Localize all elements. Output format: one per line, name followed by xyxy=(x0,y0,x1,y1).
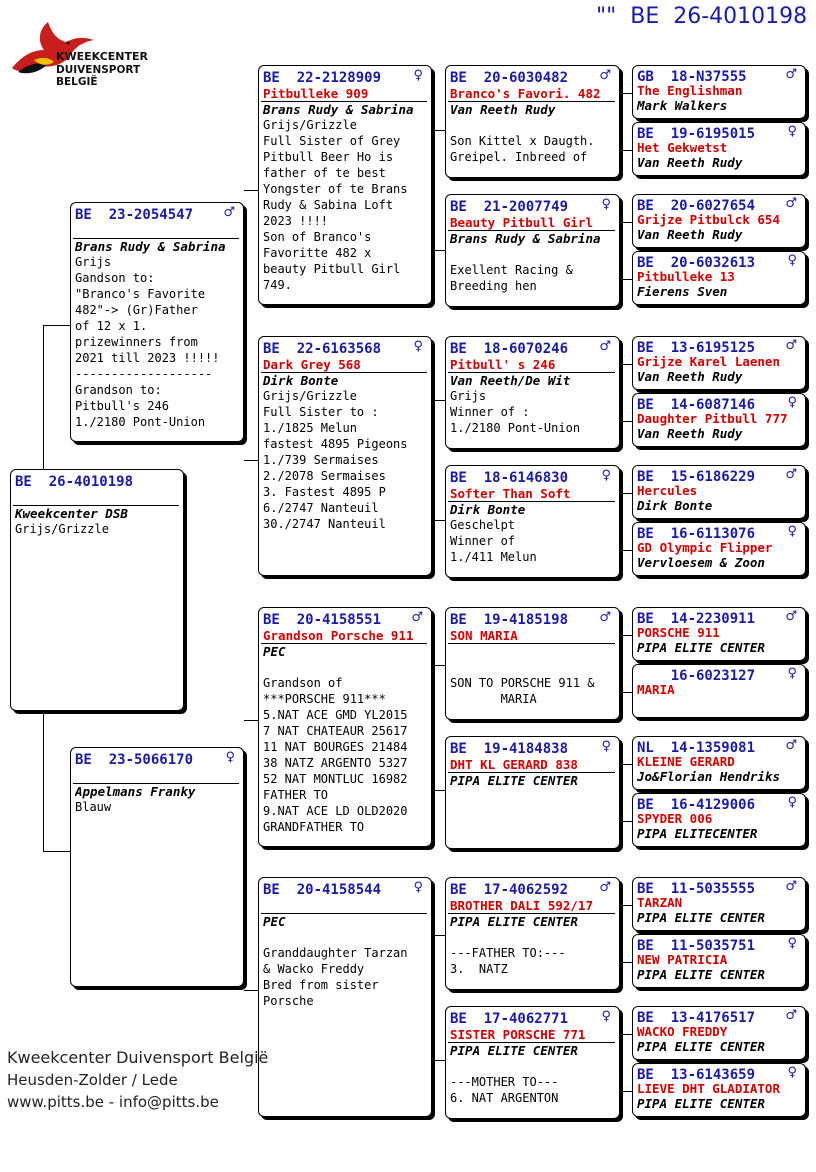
connector xyxy=(620,635,632,636)
pigeon-notes: Grijs/Grizzle Full Sister of Grey Pitbull Beer Ho is father of te best Yongster of te Brans Rudy & Sabina Loft 2023 !!!! Son of Branco's Favoritte 482 x beauty Pitbull Girl 749. xyxy=(263,118,408,292)
connector xyxy=(432,520,445,521)
owner: Appelmans Franky xyxy=(75,784,196,799)
pigeon-name: Daughter Pitbull 777 xyxy=(637,412,788,426)
ring-number: BE 11-5035555 xyxy=(637,881,756,897)
footer-company: Kweekcenter Duivensport België xyxy=(7,1048,269,1067)
pigeon-card-mff[interactable] xyxy=(445,607,620,720)
owner: Dirk Bonte xyxy=(263,373,339,388)
pigeon-name: Pitbull' s 246 xyxy=(450,357,556,372)
ring-number: BE 15-6186229 xyxy=(637,469,756,485)
pigeon-card-g2[interactable] xyxy=(632,122,806,176)
pigeon-card-mf[interactable] xyxy=(258,607,432,847)
pigeon-name xyxy=(263,898,427,913)
sex-symbol: ♀ xyxy=(225,750,235,765)
connector xyxy=(620,1091,632,1092)
footer-contact[interactable]: www.pitts.be - info@pitts.be xyxy=(7,1093,219,1111)
ring-number: BE 19-6195015 xyxy=(637,126,756,142)
sex-symbol: ♀ xyxy=(787,524,797,539)
ring-number: BE 23-2054547 xyxy=(75,207,194,223)
ring-number: BE 23-5066170 xyxy=(75,752,194,768)
pigeon-name: MARIA xyxy=(637,683,675,697)
ring-number: BE 17-4062771 xyxy=(450,1011,569,1027)
owner: PIPA ELITECENTER xyxy=(637,826,758,841)
ring-number: BE 13-4176517 xyxy=(637,1010,756,1026)
pigeon-name: The Englishman xyxy=(637,84,743,98)
pigeon-name: Het Gekwetst xyxy=(637,141,728,155)
pigeon-name: BROTHER DALI 592/17 xyxy=(450,898,593,913)
pigeon-name: LIEVE DHT GLADIATOR xyxy=(637,1082,780,1096)
pigeon-name: Grijze Karel Laenen xyxy=(637,355,780,369)
pigeon-card-mmf[interactable] xyxy=(445,877,620,990)
owner: Van Reeth Rudy xyxy=(637,369,743,384)
connector xyxy=(620,222,632,223)
logo-line-2: DUIVENSPORT BELGIË xyxy=(56,64,141,88)
pigeon-name: NEW PATRICIA xyxy=(637,953,728,967)
connector xyxy=(244,190,258,191)
owner: Van Reeth/De Wit xyxy=(450,373,571,388)
pigeon-card-g16[interactable] xyxy=(632,1063,806,1117)
owner: Vervloesem & Zoon xyxy=(637,555,765,570)
connector xyxy=(620,692,632,693)
pigeon-name xyxy=(15,490,179,505)
owner xyxy=(637,697,801,712)
pigeon-name: Pitbulleke 909 xyxy=(263,86,369,101)
pigeon-card-g4[interactable] xyxy=(632,251,806,305)
pigeon-card-fmm[interactable] xyxy=(445,465,620,578)
owner: PIPA ELITE CENTER xyxy=(637,967,765,982)
connector xyxy=(432,790,445,791)
pigeon-name: Beauty Pitbull Girl xyxy=(450,215,593,230)
owner: Van Reeth Rudy xyxy=(450,102,556,117)
pigeon-card-g7[interactable] xyxy=(632,465,806,519)
pigeon-name: Grijze Pitbulck 654 xyxy=(637,213,780,227)
pigeon-notes: Son Kittel x Daugth. Greipel. Inbreed of xyxy=(450,134,595,164)
pigeon-card-father[interactable] xyxy=(70,202,244,442)
connector xyxy=(432,250,445,251)
connector xyxy=(244,720,258,721)
sex-symbol: ♂ xyxy=(785,609,797,624)
connector xyxy=(620,821,632,822)
pigeon-notes: Grijs Gandson to: "Branco's Favorite 482"-> (Gr)Father of 12 x 1. prizewinners from 2021 till 2023 !!!!! ------------------- Grandson to: Pitbull's 246 1./2180 Pont-Union xyxy=(75,255,220,429)
pigeon-card-subject[interactable] xyxy=(10,469,184,711)
pigeon-name: GD Olympic Flipper xyxy=(637,541,773,555)
pigeon-card-fm[interactable] xyxy=(258,336,432,576)
pigeon-name: Grandson Porsche 911 xyxy=(263,628,414,643)
connector xyxy=(620,764,632,765)
owner: Brans Rudy & Sabrina xyxy=(263,102,414,117)
ring-number: BE 14-6087146 xyxy=(637,397,756,413)
pigeon-card-mother[interactable] xyxy=(70,747,244,987)
pigeon-name: SON MARIA xyxy=(450,628,518,643)
sex-symbol: ♂ xyxy=(785,879,797,894)
connector xyxy=(43,325,70,326)
pigeon-name: TARZAN xyxy=(637,896,683,910)
footer-location: Heusden-Zolder / Lede xyxy=(7,1071,178,1089)
owner: PIPA ELITE CENTER xyxy=(637,1039,765,1054)
connector xyxy=(43,325,44,470)
pigeon-name: SPYDER 006 xyxy=(637,812,713,826)
sex-symbol: ♂ xyxy=(599,610,611,625)
sex-symbol: ♀ xyxy=(787,795,797,810)
ring-number: BE 13-6143659 xyxy=(637,1067,756,1083)
connector xyxy=(244,990,258,991)
ring-number: BE 21-2007749 xyxy=(450,199,569,215)
sex-symbol: ♀ xyxy=(787,936,797,951)
ring-number: BE 20-4158551 xyxy=(263,612,382,628)
connector xyxy=(620,905,632,906)
sex-symbol: ♀ xyxy=(787,1065,797,1080)
ring-number: GB 18-N37555 xyxy=(637,69,747,85)
pigeon-notes: Geschelpt Winner of 1./411 Melun xyxy=(450,518,537,564)
ring-number: NL 14-1359081 xyxy=(637,740,756,756)
ring-number: BE 20-6027654 xyxy=(637,198,756,214)
sex-symbol: ♀ xyxy=(413,68,423,83)
connector xyxy=(620,1034,632,1035)
pigeon-name: SISTER PORSCHE 771 xyxy=(450,1027,586,1042)
sex-symbol: ♂ xyxy=(785,738,797,753)
owner: Dirk Bonte xyxy=(450,502,526,517)
owner: PEC xyxy=(263,914,286,929)
sex-symbol: ♀ xyxy=(601,468,611,483)
sex-symbol: ♀ xyxy=(787,253,797,268)
ring-number: BE 14-2230911 xyxy=(637,611,756,627)
sex-symbol: ♀ xyxy=(413,339,423,354)
pigeon-name: Pitbulleke 13 xyxy=(637,270,735,284)
pigeon-name: WACKO FREDDY xyxy=(637,1025,728,1039)
pigeon-card-fff[interactable] xyxy=(445,65,620,178)
pigeon-card-ff[interactable] xyxy=(258,65,432,305)
pigeon-card-g9[interactable] xyxy=(632,607,806,661)
ring-number: BE 20-6032613 xyxy=(637,255,756,271)
ring-number: BE 18-6146830 xyxy=(450,470,569,486)
owner: PIPA ELITE CENTER xyxy=(637,640,765,655)
sex-symbol: ♂ xyxy=(785,196,797,211)
sex-symbol: ♂ xyxy=(599,339,611,354)
owner: PIPA ELITE CENTER xyxy=(450,1043,578,1058)
pigeon-card-g6[interactable] xyxy=(632,393,806,447)
owner: Brans Rudy & Sabrina xyxy=(75,239,226,254)
pigeon-name: KLEINE GERARD xyxy=(637,755,735,769)
sex-symbol: ♀ xyxy=(413,880,423,895)
pigeon-card-ffm[interactable] xyxy=(445,194,620,307)
pigeon-card-g11[interactable] xyxy=(632,736,806,790)
pigeon-notes: Exellent Racing & Breeding hen xyxy=(450,263,573,293)
pigeon-notes: Blauw xyxy=(75,800,112,814)
footer xyxy=(7,1047,268,1113)
ring-number: BE 22-2128909 xyxy=(263,70,382,86)
connector xyxy=(432,935,445,936)
pigeon-notes: ---FATHER TO:--- 3. NATZ xyxy=(450,946,566,976)
owner: Mark Walkers xyxy=(637,98,728,113)
pigeon-notes: SON TO PORSCHE 911 & MARIA xyxy=(450,676,595,706)
ring-number: BE 16-6113076 xyxy=(637,526,756,542)
sex-symbol: ♂ xyxy=(785,67,797,82)
owner xyxy=(450,644,615,659)
pigeon-notes: Grijs Winner of : 1./2180 Pont-Union xyxy=(450,389,581,435)
owner: Van Reeth Rudy xyxy=(637,426,743,441)
pigeon-name: Dark Grey 568 xyxy=(263,357,361,372)
pigeon-card-fmf[interactable] xyxy=(445,336,620,449)
connector xyxy=(620,364,632,365)
connector xyxy=(620,962,632,963)
connector xyxy=(620,550,632,551)
logo-line-1: KWEEKCENTER xyxy=(56,50,148,63)
pigeon-card-g8[interactable] xyxy=(632,522,806,576)
ring-number: BE 20-6030482 xyxy=(450,70,569,86)
connector xyxy=(432,400,445,401)
owner: Kweekcenter DSB xyxy=(15,506,128,521)
ring-number: BE 20-4158544 xyxy=(263,882,382,898)
connector xyxy=(620,93,632,94)
pigeon-card-mmm[interactable] xyxy=(445,1006,620,1119)
pigeon-notes: Grijs/Grizzle Full Sister to : 1./1825 Melun fastest 4895 Pigeons 1./739 Sermaises 2./2078 Sermaises 3. Fastest 4895 P 6./2747 Nanteuil 30./2747 Nanteuil xyxy=(263,389,408,531)
owner: PIPA ELITE CENTER xyxy=(637,910,765,925)
sex-symbol: ♂ xyxy=(785,1008,797,1023)
ring-number: BE 16-4129006 xyxy=(637,797,756,813)
ring-number: BE 22-6163568 xyxy=(263,341,382,357)
logo xyxy=(8,16,180,88)
owner: PEC xyxy=(263,644,286,659)
sex-symbol: ♀ xyxy=(787,124,797,139)
pigeon-card-mfm[interactable] xyxy=(445,736,620,849)
sex-symbol: ♂ xyxy=(785,467,797,482)
ring-number: BE 17-4062592 xyxy=(450,882,569,898)
ring-number: BE 13-6195125 xyxy=(637,340,756,356)
pigeon-notes: Granddaughter Tarzan & Wacko Freddy Bred from sister Porsche xyxy=(263,946,408,1008)
pigeon-notes: Grandson of ***PORSCHE 911*** 5.NAT ACE GMD YL2015 7 NAT CHATEAUR 25617 11 NAT BOURGES 21484 38 NATZ ARGENTO 5327 52 NAT MONTLUC 16982 FATHER TO 9.NAT ACE LD OLD2020 GRANDFATHER TO xyxy=(263,676,408,834)
ring-number: BE 11-5035751 xyxy=(637,938,756,954)
owner: Jo&Florian Hendriks xyxy=(637,769,780,784)
ring-number: BE 19-4185198 xyxy=(450,612,569,628)
sex-symbol: ♀ xyxy=(787,395,797,410)
pigeon-name: Softer Than Soft xyxy=(450,486,571,501)
sex-symbol: ♂ xyxy=(785,338,797,353)
owner: Van Reeth Rudy xyxy=(637,227,743,242)
pigeon-card-g1[interactable] xyxy=(632,65,806,119)
owner: PIPA ELITE CENTER xyxy=(637,1096,765,1111)
owner: Dirk Bonte xyxy=(637,498,713,513)
connector xyxy=(432,665,445,666)
pigeon-card-g10[interactable] xyxy=(632,664,806,718)
pigeon-notes: Grijs/Grizzle xyxy=(15,522,109,536)
ring-number: BE 19-4184838 xyxy=(450,741,569,757)
sex-symbol: ♀ xyxy=(601,197,611,212)
owner: Brans Rudy & Sabrina xyxy=(450,231,601,246)
sex-symbol: ♂ xyxy=(223,205,235,220)
sex-symbol: ♀ xyxy=(787,666,797,681)
sex-symbol: ♀ xyxy=(601,1009,611,1024)
connector xyxy=(620,150,632,151)
pigeon-name: Branco's Favori. 482 xyxy=(450,86,601,101)
owner: PIPA ELITE CENTER xyxy=(450,773,578,788)
pigeon-notes: ---MOTHER TO--- 6. NAT ARGENTON xyxy=(450,1075,559,1105)
sex-symbol: ♂ xyxy=(599,880,611,895)
owner: Van Reeth Rudy xyxy=(637,155,743,170)
connector xyxy=(43,710,44,852)
connector xyxy=(432,130,445,131)
pigeon-card-g3[interactable] xyxy=(632,194,806,248)
connector xyxy=(620,279,632,280)
owner: PIPA ELITE CENTER xyxy=(450,914,578,929)
ring-number: BE 26-4010198 xyxy=(15,474,134,490)
sex-symbol: ♂ xyxy=(599,68,611,83)
pigeon-name: PORSCHE 911 xyxy=(637,626,720,640)
connector xyxy=(620,493,632,494)
pigeon-card-g13[interactable] xyxy=(632,877,806,931)
header-ring-number: "" BE 26-4010198 xyxy=(596,4,808,29)
sex-symbol: ♀ xyxy=(601,739,611,754)
pigeon-card-g14[interactable] xyxy=(632,934,806,988)
sex-symbol: ♂ xyxy=(411,610,423,625)
pigeon-name: DHT KL GERARD 838 xyxy=(450,757,578,772)
pigeon-card-g12[interactable] xyxy=(632,793,806,847)
pigeon-name: Hercules xyxy=(637,484,698,498)
ring-number: BE 18-6070246 xyxy=(450,341,569,357)
pigeon-card-mm[interactable] xyxy=(258,877,432,1117)
connector xyxy=(43,851,70,852)
pigeon-name xyxy=(75,768,239,783)
connector xyxy=(432,1060,445,1061)
pigeon-name xyxy=(75,223,239,238)
pigeon-card-g5[interactable] xyxy=(632,336,806,390)
connector xyxy=(244,460,258,461)
connector xyxy=(620,421,632,422)
owner: Fierens Sven xyxy=(637,284,728,299)
ring-number: 16-6023127 xyxy=(637,668,756,684)
pigeon-card-g15[interactable] xyxy=(632,1006,806,1060)
